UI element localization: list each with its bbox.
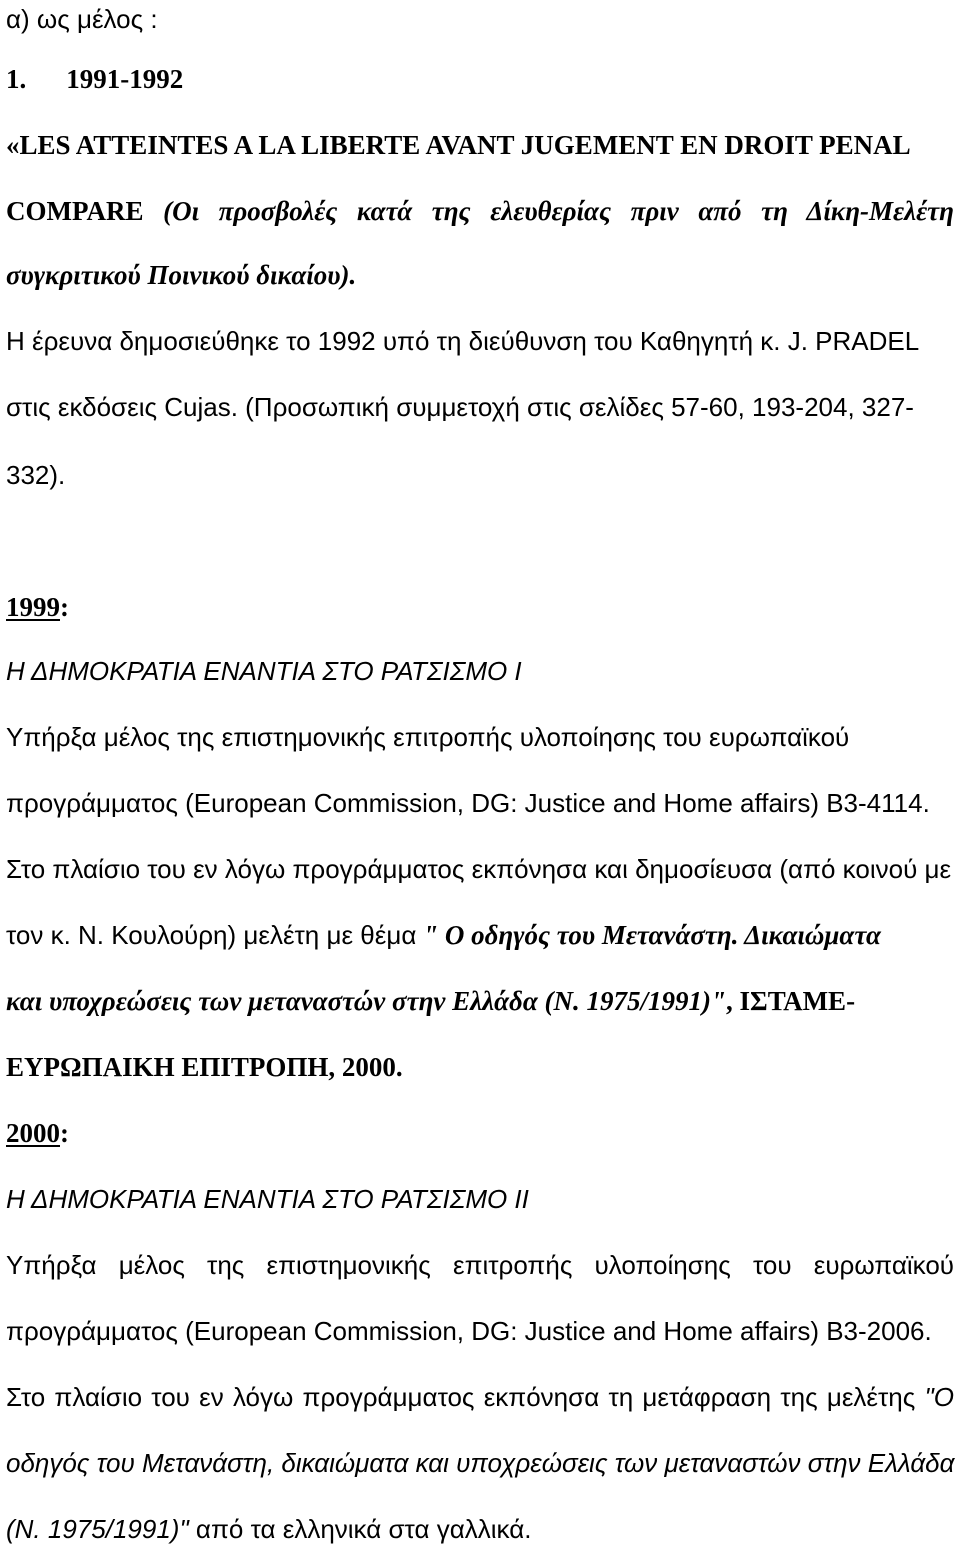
year-colon: : [60,592,69,622]
item-1-text-line-2: στις εκδόσεις Cujas. (Προσωπική συμμετοχή στις σελίδες 57-60, 193-204, 327- [6,392,914,422]
title-french: COMPARE [6,196,144,226]
item-1-title-line-1: «LES ATTEINTES A LA LIBERTE AVANT JUGEMENT EN DROIT PENAL [6,130,911,160]
item-number: 1. [6,64,27,94]
line-4-italic: " Ο οδηγός του Μετανάστη. Δικαιώματα [423,920,881,950]
item-2000-line-4: οδηγός του Μετανάστη, δικαιώματα και υποχρεώσεις των μεταναστών στην Ελλάδα [6,1448,955,1478]
item-2000-line-3 [6,1380,954,1414]
item-1-text-line-3: 332). [6,460,66,490]
item-1-header [6,62,954,96]
item-2000-year [6,1116,954,1150]
item-1999-year [6,590,954,624]
item-1999-line-1: Υπήρξα μέλος της επιστημονικής επιτροπής υλοποίησης του ευρωπαϊκού [6,722,850,752]
item-1999-line-5 [6,984,954,1018]
item-2000-title: Η ΔΗΜΟΚΡΑΤΙΑ ΕΝΑΝΤΙΑ ΣΤΟ ΡΑΤΣΙΣΜΟ ΙΙ [6,1184,529,1214]
year-label: 1999 [6,592,60,622]
item-1999-line-4 [6,918,954,952]
line-5-italic: και υποχρεώσεις των μεταναστών στην Ελλάδα (Ν. 1975/1991)" [6,986,727,1016]
section-heading: α) ως μέλος : [6,4,158,34]
item-1-title-line-3: συγκριτικού Ποινικού δικαίου). [6,260,357,290]
item-1-title-line-2 [6,194,954,228]
line-5-plain: από τα ελληνικά στα γαλλικά. [195,1514,532,1544]
item-1999-title: Η ΔΗΜΟΚΡΑΤΙΑ ΕΝΑΝΤΙΑ ΣΤΟ ΡΑΤΣΙΣΜΟ Ι [6,656,522,686]
title-greek: (Οι προσβολές κατά της ελευθερίας πριν από τη Δίκη-Μελέτη [163,196,954,226]
item-1-text-line-1: Η έρευνα δημοσιεύθηκε το 1992 υπό τη διεύθυνση του Καθηγητή κ. J. PRADEL [6,326,920,356]
year-colon: : [60,1118,69,1148]
item-2000-line-2: προγράμματος (European Commission, DG: Justice and Home affairs) B3-2006. [6,1316,932,1346]
line-5-italic: (Ν. 1975/1991)" [6,1514,189,1544]
line-4-plain: τον κ. Ν. Κουλούρη) μελέτη με θέμα [6,920,417,950]
line-5-bold: , ΙΣΤΑΜΕ- [726,986,856,1016]
item-1999-line-3: Στο πλαίσιο του εν λόγω προγράμματος εκπόνησα και δημοσίευσα (από κοινού με [6,854,952,884]
item-1999-line-2: προγράμματος (European Commission, DG: Justice and Home affairs) B3-4114. [6,788,930,818]
year-label: 2000 [6,1118,60,1148]
item-2000-line-1: Υπήρξα μέλος της επιστημονικής επιτροπής υλοποίησης του ευρωπαϊκού [6,1250,954,1280]
line-3-plain: Στο πλαίσιο του εν λόγω προγράμματος εκπόνησα τη μετάφραση της μελέτης [6,1382,916,1412]
line-3-italic: "Ο [924,1382,954,1412]
item-1999-line-6: ΕΥΡΩΠΑΙΚΗ ΕΠΙΤΡΟΠΗ, 2000. [6,1052,403,1082]
item-years: 1991-1992 [66,64,184,94]
item-2000-line-5 [6,1512,954,1546]
